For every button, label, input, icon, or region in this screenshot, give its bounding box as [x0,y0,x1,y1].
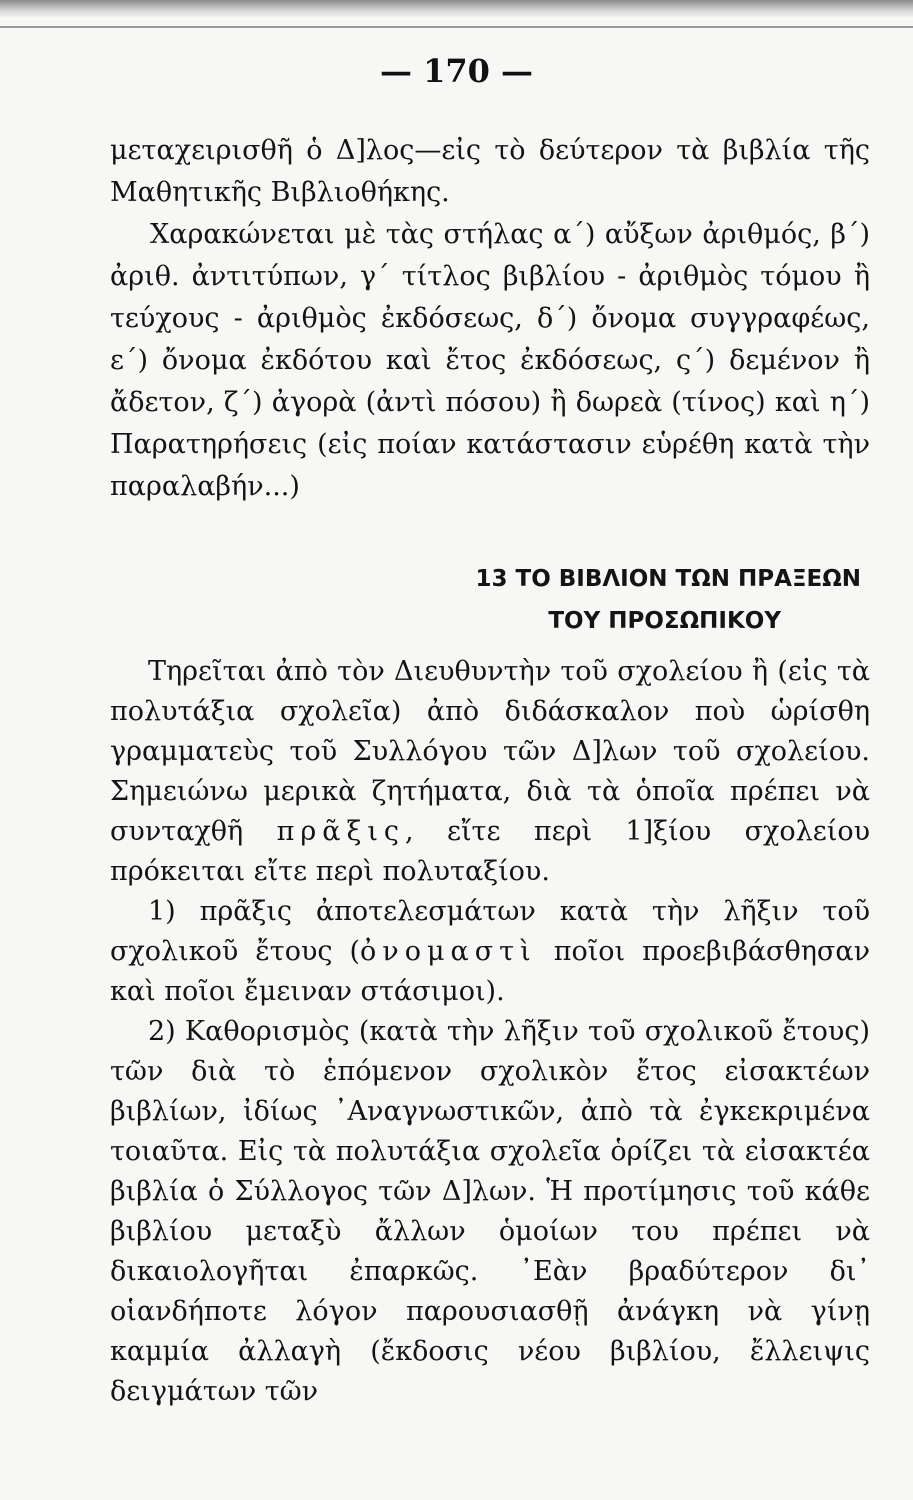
page-top-rule [0,26,913,28]
section-heading [476,558,862,642]
page-top-edge [0,0,913,18]
section-paragraph-2-start: 1) πρᾶξις ἀποτελεσμάτων κατὰ τὴν λῆξιν τοῦ σχολικοῦ ἔτους ( [110,896,870,967]
section-body [110,652,870,1412]
spaced-term-onomasti: ὀνομαστὶ [360,936,537,967]
section-paragraph-2 [110,892,870,1012]
intro-paragraph-2: Χαρακώνεται μὲ τὰς στήλας α΄) αὔξων ἀριθμός, β΄) ἀριθ. ἀντιτύπων, γ΄ τίτλος βιβλίου - ἀριθμὸς τόμου ἢ τεύχους - ἀριθμὸς ἐκδόσεως, δ΄) ὄνομα συγγραφέως, ε΄) ὄνομα ἐκδότου καὶ ἔτος ἐκδόσεως, ς΄) δεμένον ἢ ἄδετον, ζ΄) ἀγορὰ (ἀντὶ πόσου) ἢ δωρεὰ (τίνος) καὶ η΄) Παρατηρήσεις (εἰς ποίαν κατάστασιν εὑρέθη κατὰ τὴν παραλαβήν...) [110,219,870,502]
section-heading-line-1: 13 ΤΟ ΒΙΒΛΙΟΝ ΤΩΝ ΠΡΑΞΕΩΝ [475,566,861,592]
section-paragraph-3: 2) Καθορισμὸς (κατὰ τὴν λῆξιν τοῦ σχολικοῦ ἔτους) τῶν διὰ τὸ ἑπόμενον σχολικὸν ἔτος εἰσακτέων βιβλίων, ἰδίως ᾽Αναγνωστικῶν, ἀπὸ τὰ ἐγκεκριμένα τοιαῦτα. Εἰς τὰ πολυτάξια σχολεῖα ὁρίζει τὰ εἰσακτέα βιβλία ὁ Σύλλογος τῶν Δ]λων. Ἡ προτίμησις τοῦ κάθε βιβλίου μεταξὺ ἄλλων ὁμοίων του πρέπει νὰ δικαιολογῆται ἐπαρκῶς. ᾽Εὰν βραδύτερον δι᾽ οἱανδήποτε λόγον παρουσιασθῇ ἀνάγκη νὰ γίνῃ καμμία ἀλλαγὴ (ἔκδοσις νέου βιβλίου, ἔλλειψις δειγμάτων τῶν [110,1016,870,1407]
section-heading-line-2: ΤΟΥ ΠΡΟΣΩΠΙΚΟΥ [548,608,781,634]
page-number: — 170 — [379,52,534,90]
intro-paragraph-1: μεταχειρισθῆ ὁ Δ]λος—εἰς τὸ δεύτερον τὰ βιβλία τῆς Μαθητικῆς Βιβλιοθήκης. [110,135,870,208]
intro-text [110,130,870,508]
section-paragraph-1-start: Τηρεῖται ἀπὸ τὸν Διευθυντὴν τοῦ σχολείου ἢ (εἰς τὰ πολυτάξια σχολεῖα) ἀπὸ διδάσκαλον ποὺ ὡρίσθη γραμματεὺς τοῦ Συλλόγου τῶν Δ]λων τοῦ σχολείου. Σημειώνω μερικὰ ζητήματα, διὰ τὰ ὁποῖα πρέπει νὰ συνταχθῆ [110,656,870,847]
section-paragraph-2-end: ποῖοι προεβιβάσθησαν καὶ ποῖοι ἔμειναν στάσιμοι). [110,936,870,1007]
section-paragraph-1-end: , εἴτε περὶ 1]ξίου σχολείου πρόκειται εἴτε περὶ πολυταξίου. [110,816,870,887]
spaced-term-praxis: πρᾶξις [276,816,406,847]
section-paragraph-1 [110,652,870,892]
